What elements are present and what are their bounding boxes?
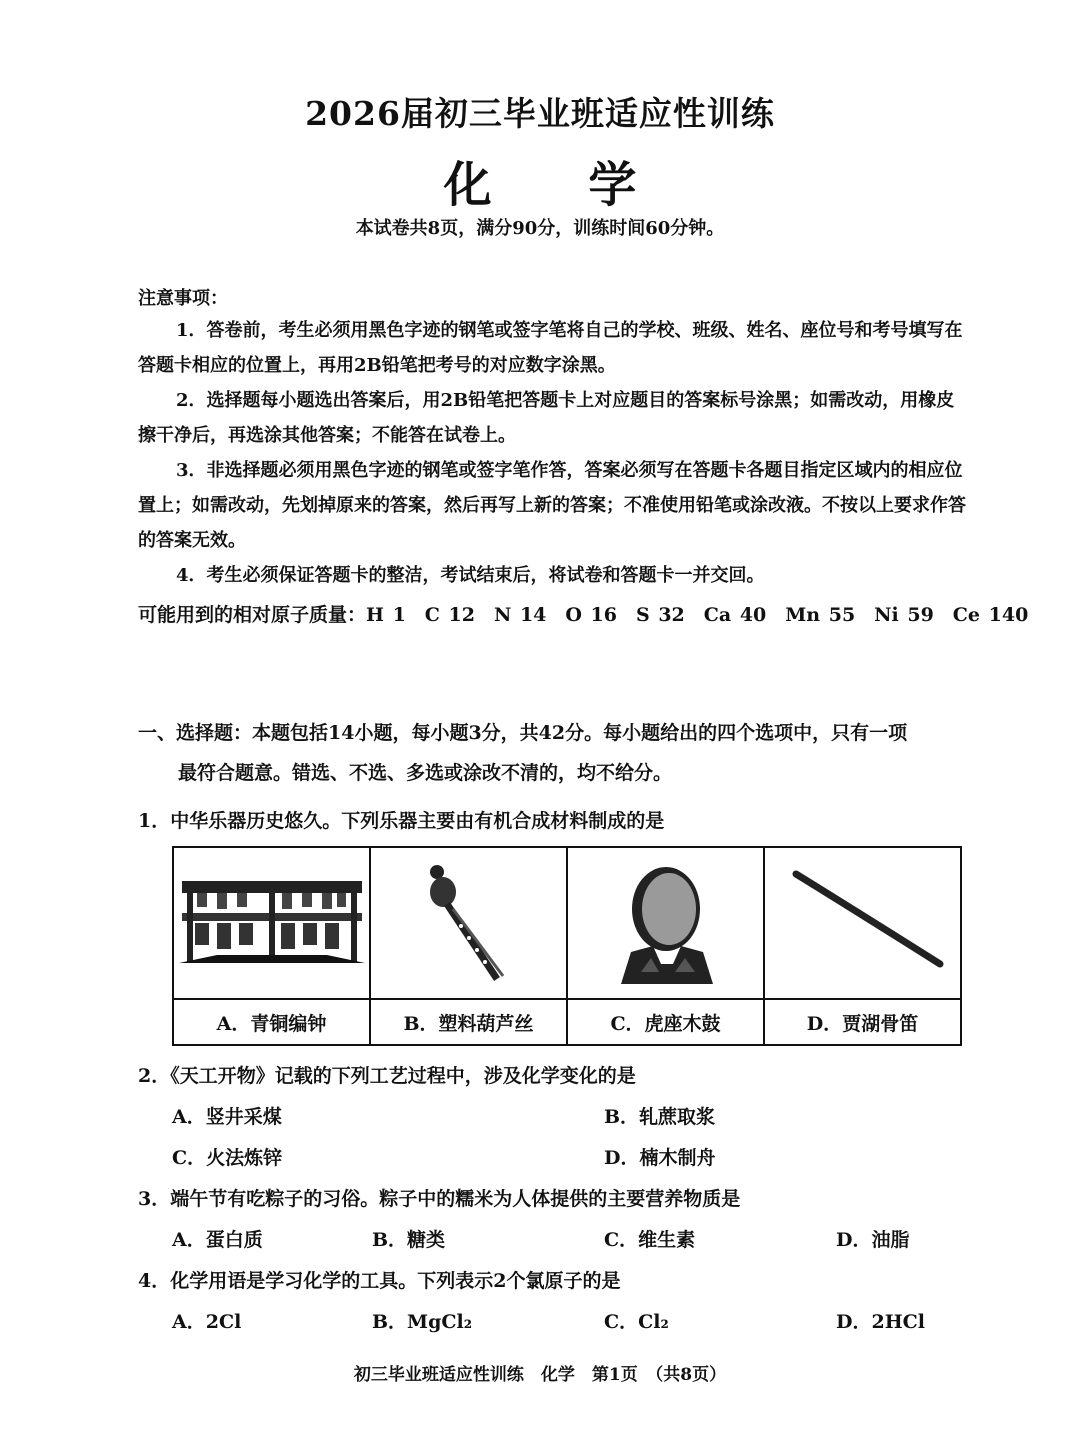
question-3-stem: 3．端午节有吃粽子的习俗。粽子中的糯米为人体提供的主要营养物质是: [138, 1188, 741, 1210]
instrument-image-d: [764, 847, 961, 999]
subject-title: 化 学: [443, 157, 677, 213]
exam-title: 2026届初三毕业班适应性训练: [305, 94, 775, 133]
question-1-option-b: B．塑料葫芦丝: [370, 999, 567, 1045]
question-3-option-d: D．油脂: [836, 1229, 910, 1251]
notice-item-3: 3．非选择题必须用黑色字迹的钢笔或签字笔作答，答案必须写在答题卡各题目指定区域内的相应位置上；如需改动，先划掉原来的答案，然后再写上新的答案；不准使用铅笔或涂改液。不按以上要求作答的答案无效。: [138, 460, 966, 551]
question-4-option-d: D．2HCl: [836, 1311, 925, 1333]
notice-item-4: 4．考生必须保证答题卡的整洁，考试结束后，将试卷和答题卡一并交回。: [176, 565, 765, 586]
question-2-stem: 2．《天工开物》记载的下列工艺过程中，涉及化学变化的是: [138, 1065, 636, 1087]
instrument-image-b: [370, 847, 567, 999]
page-footer: 初三毕业班适应性训练 化学 第1页 （共8页）: [353, 1365, 727, 1385]
bone-flute-icon: [778, 866, 948, 976]
question-3-option-c: C．维生素: [604, 1229, 696, 1251]
question-2-option-a: A．竖井采煤: [172, 1106, 282, 1128]
bronze-bells-icon: [177, 871, 367, 971]
question-1-option-c: C．虎座木鼓: [567, 999, 764, 1045]
question-3-option-b: B．糖类: [372, 1229, 446, 1251]
section-line-1: 一、选择题：本题包括14小题，每小题3分，共42分。每小题给出的四个选项中，只有一项: [138, 722, 908, 744]
question-4-option-b: B．MgCl₂: [372, 1311, 473, 1333]
notice-item-1: 1．答卷前，考生必须用黑色字迹的钢笔或签字笔将自己的学校、班级、姓名、座位号和考号填写在答题卡相应的位置上，再用2B铅笔把考号的对应数字涂黑。: [138, 320, 963, 376]
question-4-option-a: A．2Cl: [172, 1311, 242, 1333]
question-2-option-d: D．楠木制舟: [604, 1147, 716, 1169]
question-3-option-a: A．蛋白质: [172, 1229, 263, 1251]
instrument-table: [172, 846, 962, 1046]
instrument-image-a: [173, 847, 370, 999]
section-line-2: 最符合题意。错选、不选、多选或涂改不清的，均不给分。: [178, 762, 673, 784]
section-instructions: [138, 713, 968, 793]
question-1-option-a: A．青铜编钟: [173, 999, 370, 1045]
question-2-option-c: C．火法炼锌: [172, 1147, 283, 1169]
question-1-stem: 1．中华乐器历史悠久。下列乐器主要由有机合成材料制成的是: [138, 810, 665, 832]
notice-heading: 注意事项：: [138, 288, 228, 309]
exam-info: 本试卷共8页，满分90分，训练时间60分钟。: [355, 218, 725, 239]
wooden-drum-icon: [601, 854, 731, 989]
question-1-option-d: D．贾湖骨笛: [764, 999, 961, 1045]
question-4-option-c: C．Cl₂: [604, 1311, 669, 1333]
hulusi-icon: [409, 854, 529, 989]
notice-item-2: 2．选择题每小题选出答案后，用2B铅笔把答题卡上对应题目的答案标号涂黑；如需改动，用橡皮擦干净后，再选涂其他答案；不能答在试卷上。: [138, 390, 955, 446]
question-2-option-b: B．轧蔗取浆: [604, 1106, 716, 1128]
question-4-stem: 4．化学用语是学习化学的工具。下列表示2个氯原子的是: [138, 1270, 621, 1292]
atomic-mass-line: 可能用到的相对原子质量：H 1 C 12 N 14 O 16 S 32 Ca 40 Mn 55 Ni 59 Ce 140: [138, 604, 1029, 626]
instrument-image-c: [567, 847, 764, 999]
